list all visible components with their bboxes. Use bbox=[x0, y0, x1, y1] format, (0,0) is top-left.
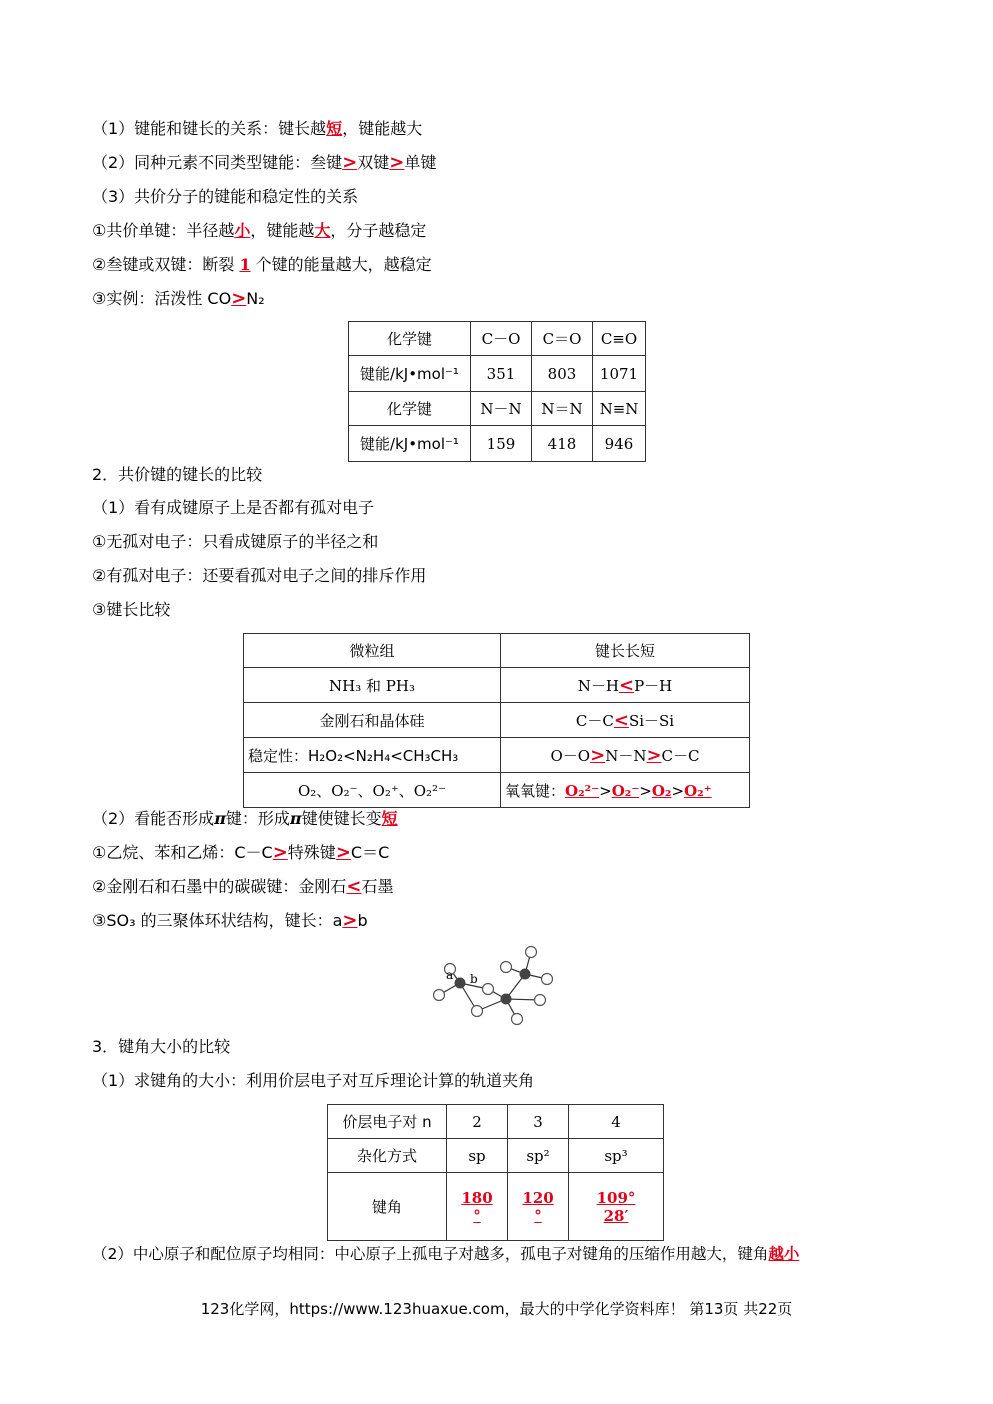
text: ，分子越稳定 bbox=[330, 221, 427, 240]
text: 双键 bbox=[357, 153, 390, 172]
text: C－C bbox=[575, 711, 614, 730]
section-heading: 3．键角大小的比较 bbox=[92, 1037, 231, 1056]
answer: 120 bbox=[522, 1188, 554, 1207]
table-cell: 351 bbox=[471, 356, 532, 392]
text-line bbox=[92, 288, 265, 310]
text: ②金刚石和石墨中的碳碳键：金刚石 bbox=[92, 877, 347, 896]
text: ③实例：活泼性 CO bbox=[92, 289, 232, 308]
table-cell: 化学键 bbox=[349, 392, 471, 426]
table-cell: sp bbox=[447, 1139, 508, 1173]
table-header: 微粒组 bbox=[244, 634, 501, 668]
text: 特殊键 bbox=[287, 843, 336, 862]
text-line: ③键长比较 bbox=[92, 600, 171, 619]
answer: 大 bbox=[314, 221, 331, 240]
text: b bbox=[357, 911, 368, 930]
table-cell bbox=[501, 738, 750, 773]
table-cell: 化学键 bbox=[349, 322, 471, 356]
answer-symbol: > bbox=[272, 842, 288, 863]
text-line bbox=[92, 152, 436, 174]
text: 个键的能量越大，越稳定 bbox=[250, 255, 432, 274]
answer-symbol: > bbox=[231, 288, 247, 309]
table-cell: 键能/kJ•mol⁻¹ bbox=[349, 356, 471, 392]
text: ②叁键或双键：断裂 bbox=[92, 255, 240, 274]
answer: 109° bbox=[596, 1188, 636, 1207]
table-cell bbox=[508, 1173, 569, 1241]
text: N－N bbox=[605, 746, 647, 765]
table-cell bbox=[447, 1173, 508, 1241]
table-header: 键长长短 bbox=[501, 634, 750, 668]
pi-symbol: π bbox=[214, 809, 226, 828]
table-cell: C－O bbox=[471, 322, 532, 356]
answer-symbol: < bbox=[346, 876, 362, 897]
text-line bbox=[92, 876, 393, 898]
table-cell: O₂、O₂⁻、O₂⁺、O₂²⁻ bbox=[244, 773, 501, 808]
answer-symbol: > bbox=[342, 152, 358, 173]
table-cell: C＝O bbox=[532, 322, 593, 356]
answer: 短 bbox=[381, 809, 398, 828]
text: > bbox=[599, 781, 612, 800]
answer-symbol: < bbox=[613, 709, 629, 731]
label-a: a bbox=[446, 968, 454, 982]
table-cell bbox=[569, 1173, 664, 1241]
answer: 小 bbox=[234, 221, 251, 240]
text: 单键 bbox=[404, 153, 437, 172]
text: C－C bbox=[661, 746, 700, 765]
text-line bbox=[92, 220, 426, 242]
answer: 短 bbox=[326, 119, 343, 138]
table-cell: C≡O bbox=[593, 322, 646, 356]
text-line: ①无孤对电子：只看成键原子的半径之和 bbox=[92, 532, 379, 551]
text: ①共价单键：半径越 bbox=[92, 221, 235, 240]
text: N₂ bbox=[246, 289, 265, 308]
text: P－H bbox=[634, 676, 673, 695]
table-cell: N≡N bbox=[593, 392, 646, 426]
text-line: （1）求键角的大小：利用价层电子对互斥理论计算的轨道夹角 bbox=[92, 1071, 535, 1090]
text: （1）键能和键长的关系：键长越 bbox=[92, 119, 327, 138]
answer: 180 bbox=[461, 1188, 493, 1207]
table-cell: 1071 bbox=[593, 356, 646, 392]
text-line bbox=[92, 1243, 799, 1265]
table-cell: 4 bbox=[569, 1105, 664, 1139]
table-cell: 金刚石和晶体硅 bbox=[244, 703, 501, 738]
text: 石墨 bbox=[361, 877, 394, 896]
text: （2）同种元素不同类型键能：叁键 bbox=[92, 153, 343, 172]
text-line: ②有孤对电子：还要看孤对电子之间的排斥作用 bbox=[92, 566, 427, 585]
text: ①乙烷、苯和乙烯：C－C bbox=[92, 843, 273, 862]
text: O－O bbox=[550, 746, 591, 765]
answer: ° bbox=[473, 1206, 481, 1225]
table-cell: sp³ bbox=[569, 1139, 664, 1173]
text-line: （3）共价分子的键能和稳定性的关系 bbox=[92, 187, 359, 206]
table-cell: 键能/kJ•mol⁻¹ bbox=[349, 426, 471, 462]
answer-symbol: > bbox=[335, 842, 351, 863]
table-cell: 3 bbox=[508, 1105, 569, 1139]
answer-symbol: > bbox=[389, 152, 405, 173]
text-line: （1）看有成键原子上是否都有孤对电子 bbox=[92, 498, 375, 517]
answer: 越小 bbox=[768, 1245, 800, 1263]
text: 氧氧键： bbox=[505, 781, 566, 800]
table-cell: N＝N bbox=[532, 392, 593, 426]
bond-angle-table bbox=[327, 1104, 664, 1241]
text-line bbox=[92, 254, 432, 276]
page-footer: 123化学网，https://www.123huaxue.com，最大的中学化学资料库！ 第13页 共22页 bbox=[200, 1300, 793, 1318]
text: （2）中心原子和配位原子均相同：中心原子上孤电子对越多，孤电子对键角的压缩作用越大，键角 bbox=[92, 1245, 769, 1263]
answer: O₂ bbox=[651, 781, 672, 800]
table-cell bbox=[501, 773, 750, 808]
text: ，键能越 bbox=[250, 221, 315, 240]
table-cell: 418 bbox=[532, 426, 593, 462]
table-cell: 价层电子对 n bbox=[328, 1105, 447, 1139]
text: 键：形成 bbox=[225, 809, 290, 828]
answer: O₂²⁻ bbox=[565, 781, 600, 800]
text: （2）看能否形成 bbox=[92, 809, 215, 828]
table-cell: 946 bbox=[593, 426, 646, 462]
bond-length-table bbox=[243, 633, 750, 808]
text: Si－Si bbox=[628, 711, 675, 730]
text: N－H bbox=[577, 676, 619, 695]
table-cell: 803 bbox=[532, 356, 593, 392]
answer: O₂⁻ bbox=[611, 781, 640, 800]
table-cell: NH₃ 和 PH₃ bbox=[244, 668, 501, 703]
text-line bbox=[92, 910, 368, 932]
text-line bbox=[92, 808, 398, 830]
table-cell: 键角 bbox=[328, 1173, 447, 1241]
table-cell: 159 bbox=[471, 426, 532, 462]
section-heading: 2．共价键的键长的比较 bbox=[92, 465, 263, 484]
text: > bbox=[639, 781, 652, 800]
text: C＝C bbox=[350, 843, 390, 862]
table-cell: sp² bbox=[508, 1139, 569, 1173]
answer: ° bbox=[534, 1206, 542, 1225]
table-cell: 稳定性：H₂O₂<N₂H₄<CH₃CH₃ bbox=[244, 738, 501, 773]
table-cell: 2 bbox=[447, 1105, 508, 1139]
text-line bbox=[92, 842, 389, 864]
answer: O₂⁺ bbox=[684, 781, 712, 800]
label-b: b bbox=[470, 972, 478, 986]
text: 键使键长变 bbox=[301, 809, 382, 828]
answer-symbol: > bbox=[342, 910, 358, 931]
bond-energy-table bbox=[348, 321, 646, 462]
text-line bbox=[92, 118, 422, 140]
answer: 1 bbox=[239, 255, 251, 274]
table-cell bbox=[501, 703, 750, 738]
text: ，键能越大 bbox=[342, 119, 423, 138]
answer-symbol: > bbox=[646, 744, 662, 766]
table-cell: 杂化方式 bbox=[328, 1139, 447, 1173]
text: > bbox=[671, 781, 685, 800]
answer-symbol: < bbox=[618, 674, 635, 696]
table-cell bbox=[501, 668, 750, 703]
answer-symbol: > bbox=[590, 744, 606, 766]
pi-symbol: π bbox=[289, 809, 302, 828]
text: ③SO₃ 的三聚体环状结构，键长：a bbox=[92, 911, 343, 930]
so3-trimer-figure bbox=[430, 943, 560, 1028]
table-cell: N－N bbox=[471, 392, 532, 426]
answer: 28′ bbox=[603, 1206, 629, 1225]
